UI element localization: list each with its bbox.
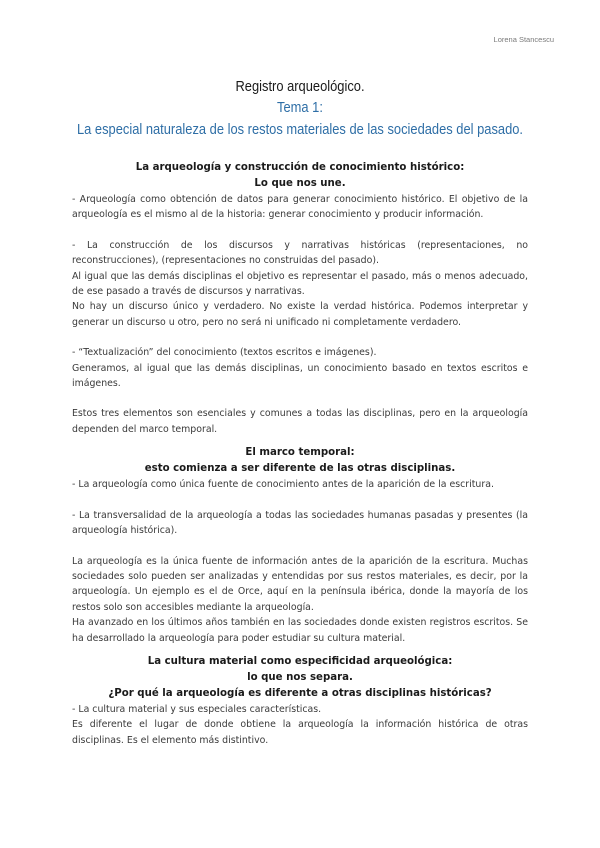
section2-heading-line2: esto comienza a ser diferente de las otras disciplinas. [144, 463, 456, 475]
section1-heading [72, 160, 528, 192]
title-block [40, 77, 560, 141]
section3-heading-line3: ¿Por qué la arqueología es diferente a otras disciplinas históricas? [108, 687, 492, 699]
section3-heading-line2: lo que nos separa. [247, 671, 353, 683]
author-name: Lorena Stancescu [493, 35, 554, 44]
section2-paragraph: - La arqueología como única fuente de conocimiento antes de la aparición de la escritura. [72, 479, 494, 491]
section2-heading-line1: El marco temporal: [245, 447, 355, 459]
section2-paragraph: Ha avanzado en los últimos años también en las sociedades donde existen registros escritos. Se ha desarrollado la arqueología para poder estudiar su cultura material. [72, 617, 528, 644]
section3-paragraph: Es diferente el lugar de donde obtiene la arqueología la información histórica de otras disciplinas. Es el elemento más distintivo. [72, 719, 528, 746]
document-body [72, 160, 528, 748]
section2-heading [72, 445, 528, 477]
section1-paragraph: Generamos, al igual que las demás disciplinas, un conocimiento basado en textos escritos e imágenes. [72, 362, 528, 390]
section3-heading [72, 654, 528, 702]
section1-paragraph: - “Textualización” del conocimiento (textos escritos e imágenes). [72, 347, 377, 359]
topic-number: Tema 1: [277, 99, 323, 116]
section1-paragraph: Al igual que las demás disciplinas el objetivo es representar el pasado, más o menos adecuado, de ese pasado a través de discursos y narrativas. [72, 270, 528, 298]
section1-heading-line1: La arqueología y construcción de conocimiento histórico: [135, 162, 465, 173]
section2-paragraph: La arqueología es la única fuente de información antes de la aparición de la escritura. Muchas sociedades solo pueden ser analizadas y entendidas por sus restos materiales, es decir, por la arqueología. Un ejemplo es el de Orce, aquí en la península ibérica, donde la mayoría de los restos solo son accesibles mediante la arqueología. [72, 555, 528, 613]
section1-paragraph: - Arqueología como obtención de datos para generar conocimiento histórico. El objetivo de la arqueología es el mismo al de la historia: generar conocimiento y producir información. [72, 194, 528, 221]
section1-paragraph: - La construcción de los discursos y narrativas históricas (representaciones, no reconstrucciones), (representaciones no construidas del pasado). [72, 239, 528, 267]
section1-paragraph: Estos tres elementos son esenciales y comunes a todas las disciplinas, pero en la arqueología dependen del marco temporal. [72, 408, 528, 435]
topic-subtitle: La especial naturaleza de los restos materiales de las sociedades del pasado. [76, 121, 524, 138]
section1-heading-line2: Lo que nos une. [254, 178, 346, 189]
section3-paragraph: - La cultura material y sus especiales características. [72, 703, 322, 715]
section1-paragraph: No hay un discurso único y verdadero. No existe la verdad histórica. Podemos interpretar y generar un discurso u otro, pero no será ni unificado ni completamente verdadero. [72, 301, 528, 328]
section2-paragraph: - La transversalidad de la arqueología a todas las sociedades humanas pasadas y presentes (la arqueología histórica). [72, 509, 528, 537]
document-title: Registro arqueológico. [235, 78, 365, 95]
section3-heading-line1: La cultura material como especificidad arqueológica: [147, 655, 453, 667]
